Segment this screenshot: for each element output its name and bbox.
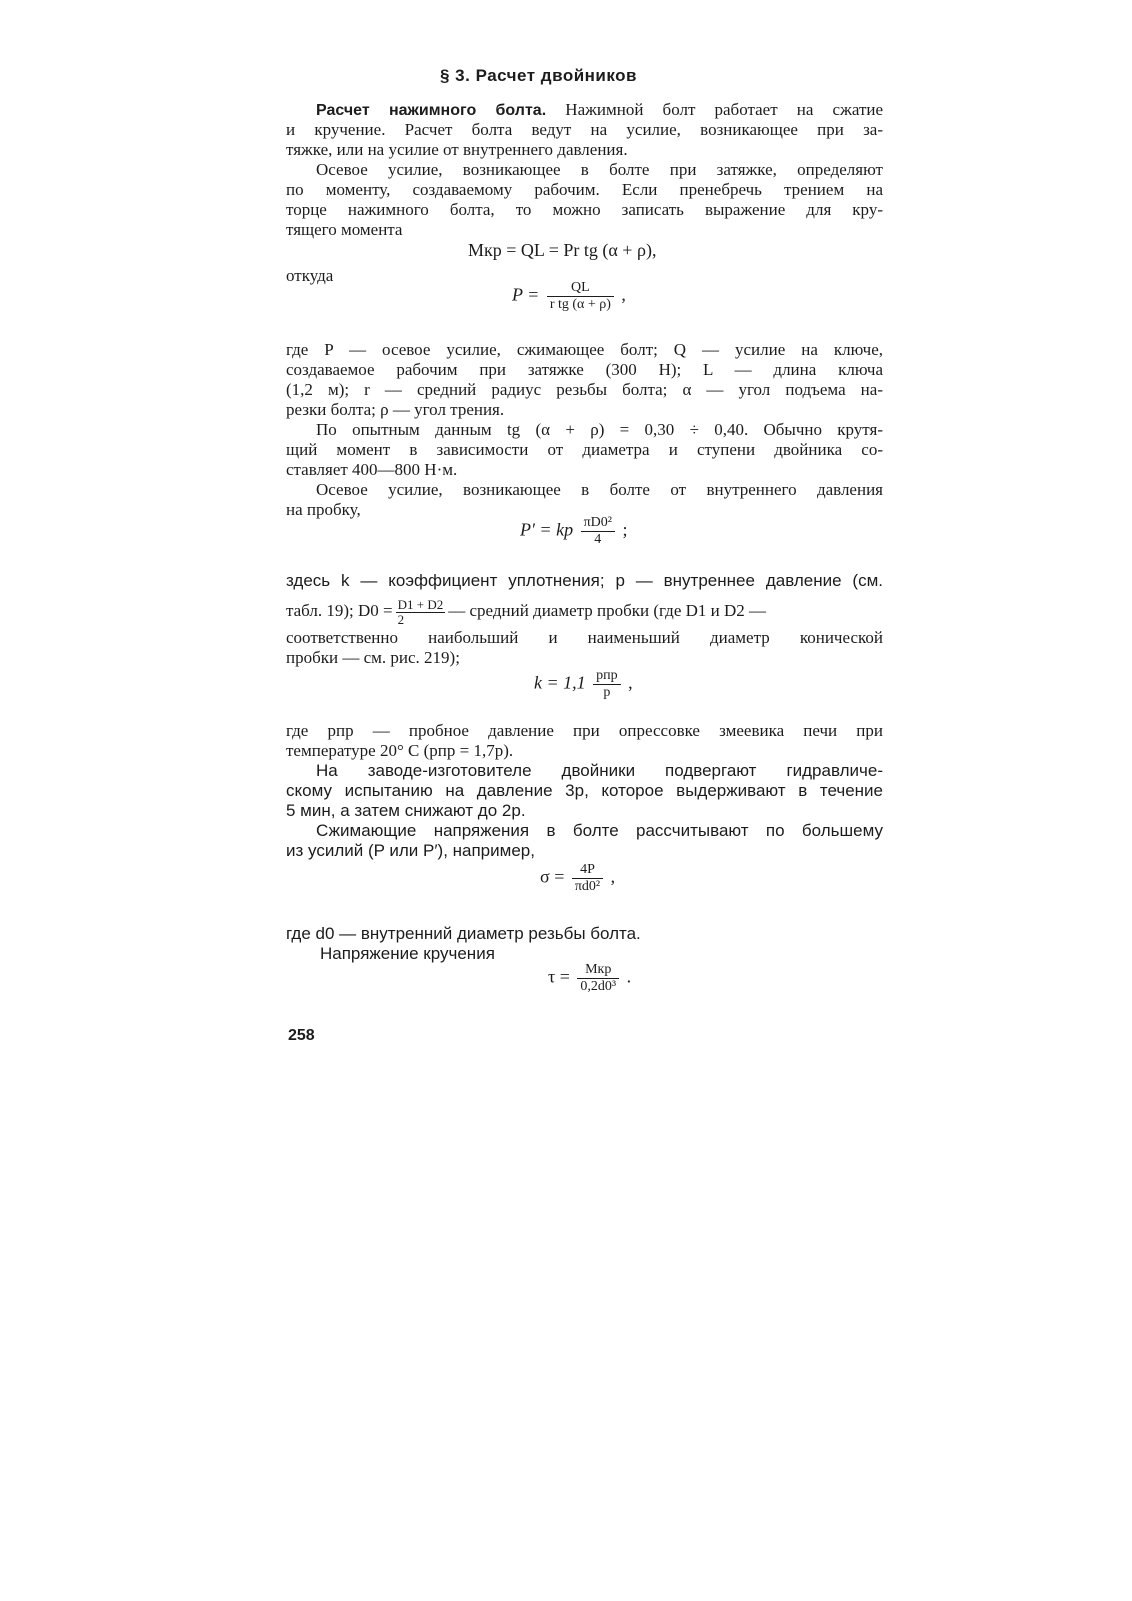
paragraph-6-line-2 bbox=[286, 596, 883, 627]
paragraph-5-line-1: Осевое усилие, возникающее в болте от внутреннего давления bbox=[316, 480, 883, 499]
paragraph-2-line-2: по моменту, создаваемому рабочим. Если пренебречь трением на bbox=[286, 180, 883, 199]
fraction-denominator: 0,2d0³ bbox=[580, 979, 617, 994]
paragraph-8-line-3: 5 мин, а затем снижают до 2p. bbox=[286, 801, 526, 820]
paragraph-4-line-2: щий момент в зависимости от диаметра и ступени двойника со- bbox=[286, 440, 883, 459]
paragraph-11: Напряжение кручения bbox=[320, 944, 495, 963]
formula-seal-coefficient-tail: , bbox=[628, 672, 633, 693]
formula-torsion-stress bbox=[548, 962, 631, 995]
paragraph-8-line-2: скому испытанию на давление 3p, которое выдерживают в течение bbox=[286, 781, 883, 800]
formula-torque: Mкр = QL = Pr tg (α + ρ), bbox=[468, 240, 657, 260]
paragraph-1-line-3: тяжке, или на усилие от внутреннего давления. bbox=[286, 140, 628, 159]
paragraph-2-line-3: торце нажимного болта, то можно записать выражение для кру- bbox=[286, 200, 883, 219]
paragraph-2-line-4: тящего момента bbox=[286, 220, 403, 239]
fraction-numerator: πD0² bbox=[581, 515, 615, 532]
paragraph-4-line-3: ставляет 400—800 Н·м. bbox=[286, 460, 458, 479]
formula-seal-coefficient-fraction bbox=[593, 668, 621, 701]
formula-torsion-stress-fraction bbox=[577, 962, 619, 995]
paragraph-3-line-2: создаваемое рабочим при затяжке (300 Н); L — длина ключа bbox=[286, 360, 883, 379]
formula-axial-force-tail: , bbox=[621, 284, 626, 305]
paragraph-3-line-1: где P — осевое усилие, сжимающее болт; Q — усилие на ключе, bbox=[286, 340, 883, 359]
formula-plug-force-tail: ; bbox=[622, 519, 628, 540]
paragraph-6-line-3: соответственно наибольший и наименьший диаметр конической bbox=[286, 628, 883, 647]
section-heading: § 3. Расчет двойников bbox=[440, 66, 638, 85]
formula-axial-force-lhs: P = bbox=[512, 284, 540, 305]
fraction-numerator: Mкр bbox=[577, 962, 619, 979]
paragraph-8-line-1: На заводе-изготовителе двойники подвергают гидравличе- bbox=[316, 761, 883, 780]
paragraph-2-line-1: Осевое усилие, возникающее в болте при затяжке, определяют bbox=[316, 160, 883, 179]
page-number: 258 bbox=[288, 1027, 315, 1044]
fraction-denominator: p bbox=[603, 685, 611, 700]
paragraph-9-line-2: из усилий (P или P′), например, bbox=[286, 841, 535, 860]
paragraph-6-line-2-b: — средний диаметр пробки (где D1 и D2 — bbox=[448, 601, 767, 620]
fraction-numerator: 4P bbox=[572, 862, 603, 879]
formula-axial-force-fraction bbox=[547, 280, 614, 313]
paragraph-4-line-1: По опытным данным tg (α + ρ) = 0,30 ÷ 0,40. Обычно крутя- bbox=[316, 420, 883, 439]
paragraph-lead: Расчет нажимного болта. bbox=[316, 102, 547, 119]
fraction-numerator: QL bbox=[547, 280, 614, 297]
formula-compressive-stress-tail: , bbox=[610, 866, 616, 887]
formula-seal-coefficient-lhs: k = 1,1 bbox=[534, 672, 586, 693]
formula-plug-force-fraction bbox=[581, 515, 615, 548]
fraction-numerator: pпр bbox=[593, 668, 621, 685]
paragraph-6-line-4: пробки — см. рис. 219); bbox=[286, 648, 460, 667]
mean-diameter-fraction bbox=[396, 598, 446, 627]
paragraph-10: где d0 — внутренний диаметр резьбы болта. bbox=[286, 924, 641, 943]
paragraph-1-line-2: и кручение. Расчет болта ведут на усилие, возникающее при за- bbox=[286, 120, 883, 139]
formula-torsion-stress-lhs: τ = bbox=[548, 966, 570, 987]
formula-compressive-stress-lhs: σ = bbox=[540, 866, 565, 887]
paragraph-6-line-1: здесь k — коэффициент уплотнения; p — внутреннее давление (см. bbox=[286, 571, 883, 590]
paragraph-9-line-1: Сжимающие напряжения в болте рассчитывают по большему bbox=[316, 821, 883, 840]
formula-plug-force bbox=[520, 515, 627, 548]
paragraph-1-line-1-rest: Нажимной болт работает на сжатие bbox=[565, 100, 884, 119]
paragraph-5-line-2: на пробку, bbox=[286, 500, 361, 519]
formula-axial-force bbox=[512, 280, 626, 313]
fraction-denominator: 4 bbox=[594, 532, 602, 547]
paragraph-7-line-1: где pпр — пробное давление при опрессовке змеевика печи при bbox=[286, 721, 883, 740]
formula-compressive-stress-fraction bbox=[572, 862, 603, 895]
paragraph-1-line-1 bbox=[316, 100, 883, 120]
fraction-denominator: r tg (α + ρ) bbox=[549, 297, 611, 312]
word-otkuda: откуда bbox=[286, 266, 334, 285]
fraction-denominator: πd0² bbox=[574, 879, 601, 894]
paragraph-6-line-2-a: табл. 19); D0 = bbox=[286, 601, 393, 620]
paragraph-3-line-4: резки болта; ρ — угол трения. bbox=[286, 400, 505, 419]
formula-plug-force-lhs: P′ = kp bbox=[520, 519, 574, 540]
formula-torsion-stress-tail: . bbox=[626, 966, 632, 987]
formula-seal-coefficient bbox=[534, 668, 633, 701]
paragraph-3-line-3: (1,2 м); r — средний радиус резьбы болта; α — угол подъема на- bbox=[286, 380, 883, 399]
fraction-numerator: D1 + D2 bbox=[397, 596, 444, 612]
fraction-denominator: 2 bbox=[397, 611, 405, 627]
formula-compressive-stress bbox=[540, 862, 615, 895]
paragraph-7-line-2: температуре 20° С (pпр = 1,7p). bbox=[286, 741, 514, 760]
